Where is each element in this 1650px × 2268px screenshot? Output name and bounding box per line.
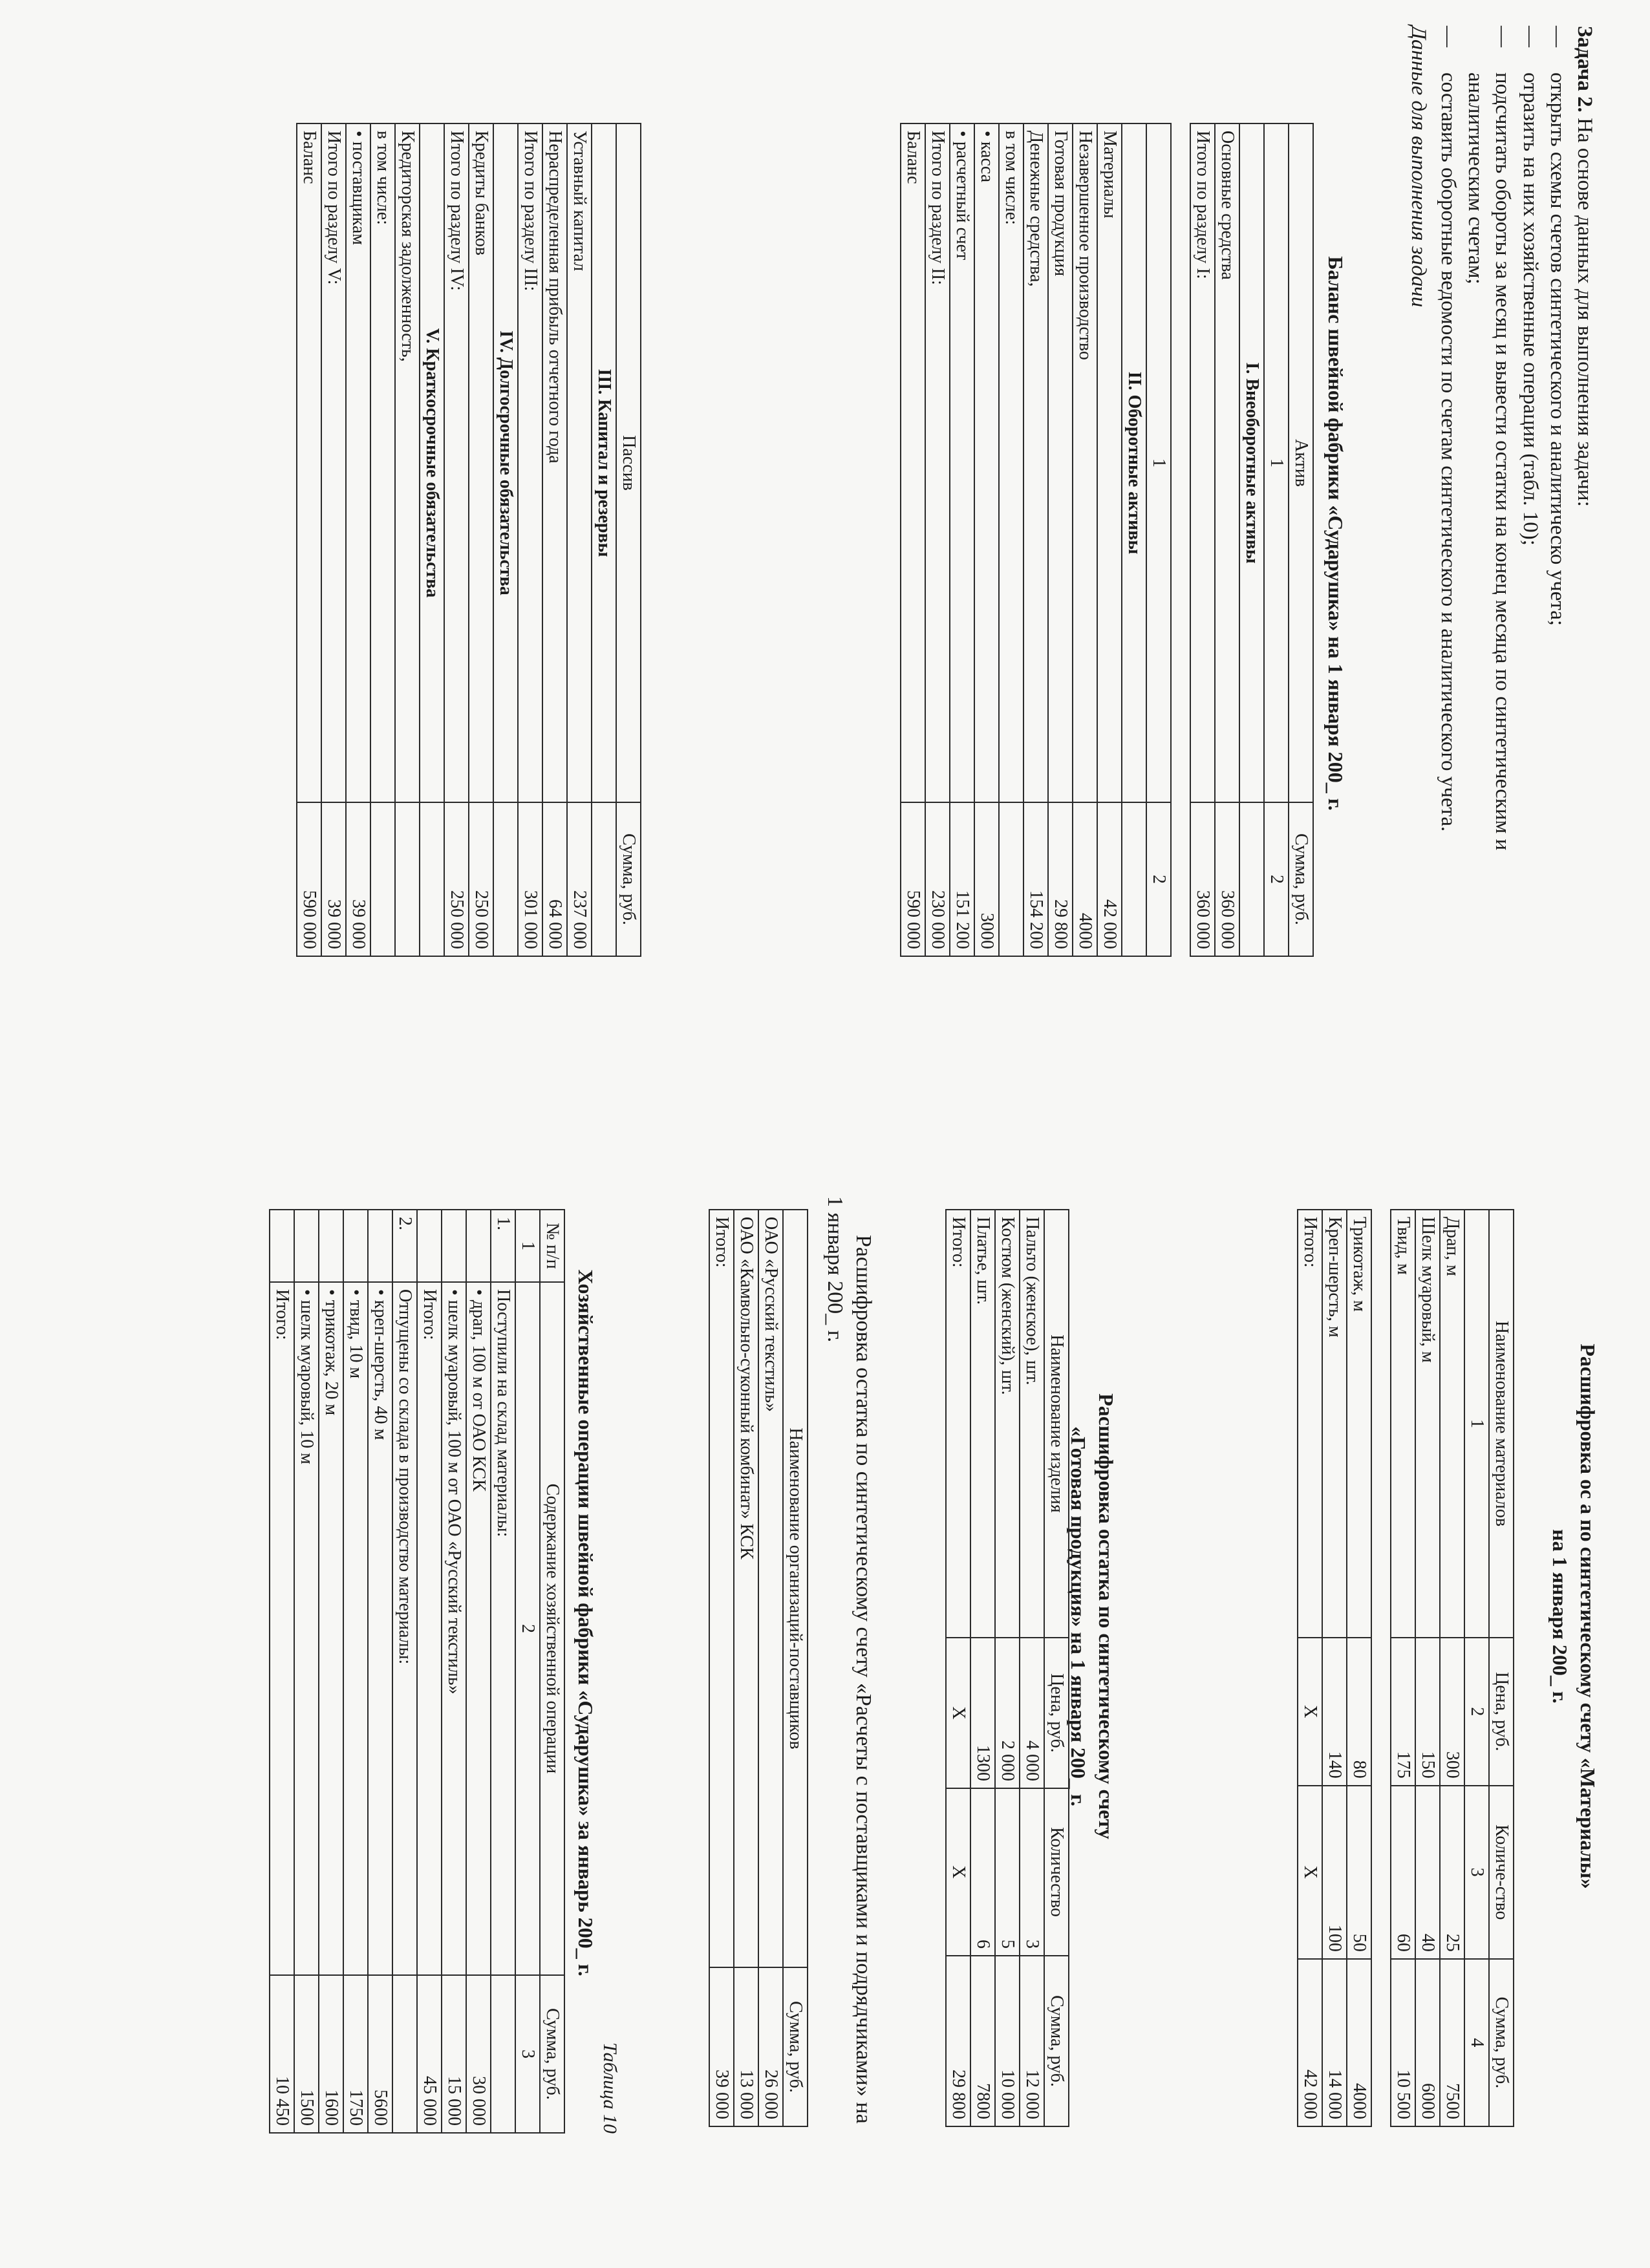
table-header-row — [1289, 123, 1313, 956]
table-row: Шелк муаровый, м 150 40 6000 — [1415, 1210, 1440, 2126]
left-column — [0, 26, 1650, 1034]
section-row: IV. Долгосрочные обязательства — [493, 123, 518, 956]
section-row: II. Оборотные активы — [1122, 123, 1146, 956]
table-row: Кредиты банков 250 000 — [469, 123, 493, 956]
table-row: Итого по разделу V: 39 000 — [321, 123, 346, 956]
table-header-row: Наименование организаций-поставщиков Сумма, руб. — [783, 1210, 808, 2126]
table-row: • твид, 10 м 1750 — [343, 1210, 368, 2133]
task-list — [1435, 26, 1571, 983]
table-row: • касса 3000 — [974, 123, 999, 956]
task-item: — отразить на них хозяйственные операции (табл. 10); — [1518, 26, 1542, 546]
suppliers-caption: Расшифровка остатка по синтетическому счету «Расчеты с поставщиками и подрядчиками» на 1 января 200_ г. — [822, 1196, 875, 2124]
header-cell: Сумма, руб. — [1289, 802, 1313, 956]
header-cell: Пассив — [616, 123, 641, 802]
right-column — [0, 1112, 1650, 2205]
table-row: Трикотаж, м 80 50 4000 — [1347, 1210, 1371, 2126]
table-row: 2. Отпущены со склада в производство материалы: — [392, 1210, 417, 2133]
task-item: — открыть схемы счетов синтетического и аналитическо учета; — [1545, 26, 1569, 626]
table-row: Итого: Х Х 29 800 — [946, 1210, 970, 2126]
operations-table — [269, 1209, 565, 2134]
table-row: • расчетный счет 151 200 — [950, 123, 974, 956]
table-row: Баланс 590 000 — [297, 123, 321, 956]
table-row: Итого: 39 000 — [709, 1210, 734, 2126]
table-row: Незавершенное производство 4000 — [1073, 123, 1097, 956]
section-row: V. Краткосрочные обязательства — [420, 123, 444, 956]
table-10-label: Таблица 10 — [599, 2042, 621, 2134]
balance-caption: Баланс швейной фабрики «Сударушка» на 1 января 200_ г. — [1324, 256, 1347, 811]
table-row: ОАО «Камвольно-суконный комбинат» КСК 13 000 — [734, 1210, 758, 2126]
task-item: — составить оборотные ведомости по счетам синтетического и аналитического учета. — [1436, 26, 1460, 832]
table-row: • драп, 100 м от ОАО КСК 30 000 — [466, 1210, 491, 2133]
table-row: Итого: Х Х 42 000 — [1298, 1210, 1322, 2126]
table-row: • шелк муаровый, 10 м 1500 — [294, 1210, 319, 2133]
operations-caption: Хозяйственные операции швейной фабрики «Сударушка» за январь 200_ г. — [574, 1269, 597, 1976]
task-title: Задача 2. — [1573, 26, 1596, 112]
table-row: Пальто (женское), шт. 4 000 3 12 000 — [1020, 1210, 1044, 2126]
table-row: Итого: 10 450 — [270, 1210, 294, 2133]
table-row: Денежные средства, 154 200 — [1023, 123, 1048, 956]
table-row: Креп-шерсть, м 140 100 14 000 — [1322, 1210, 1347, 2126]
table-row: Твид, м 175 60 10 500 — [1391, 1210, 1415, 2126]
table-header-row: Наименование изделия Цена, руб. Количество Сумма, руб. — [1044, 1210, 1069, 2126]
task-item: — подсчитать обороты за месяц и вывести остатки на конец месяца по синтетическим и аналитическим счетам; — [1464, 26, 1515, 851]
table-row: Платье, шт. 1300 6 7800 — [970, 1210, 995, 2126]
task-intro: На основе данных для выполнения задачи: — [1573, 118, 1596, 507]
table-row: в том числе: — [370, 123, 395, 956]
materials-table — [1297, 1209, 1514, 2127]
materials-caption: Расшифровка ос а по синтетическому счету «Материалы» на 1 января 200_ г. — [1548, 1343, 1600, 1889]
table-row: Итого по разделу II: 230 000 — [925, 123, 950, 956]
table-row: 1. Поступили на склад материалы: — [491, 1210, 515, 2133]
table-row: ОАО «Русский текстиль» 26 000 — [758, 1210, 783, 2126]
table-row: Уставный капитал 237 000 — [567, 123, 592, 956]
table-row: Баланс 590 000 — [901, 123, 925, 956]
table-header-row: Наименование материалов Цена, руб. Количе-ство Сумма, руб. — [1489, 1210, 1514, 2126]
table-row: Кредиторская задолженность, — [395, 123, 420, 956]
table-row: Итого по разделу I: 360 000 — [1190, 123, 1215, 956]
table-row: • шелк муаровый, 100 м от ОАО «Русский текстиль» 15 000 — [442, 1210, 466, 2133]
finished-goods-caption: Расшифровка остатка по синтетическому счету «Готовая продукция» на 1 января 200_ г. — [1066, 1393, 1118, 1839]
data-note: Данные для выполнения задачи — [1406, 26, 1430, 308]
section-row: I. Внеоборотные активы — [1239, 123, 1264, 956]
table-row: Материалы 42 000 — [1097, 123, 1122, 956]
table-row: • поставщикам 39 000 — [346, 123, 370, 956]
header-cell: Актив — [1289, 123, 1313, 802]
finished-goods-table — [945, 1209, 1069, 2127]
suppliers-table — [709, 1209, 808, 2127]
table-row: 1 2 3 4 — [1464, 1210, 1489, 2126]
table-row: Нераспределенная прибыль отчетного года 64 000 — [542, 123, 567, 956]
table-row: • креп-шерсть, 40 м 5600 — [368, 1210, 392, 2133]
table-row: Основные средства 360 000 — [1215, 123, 1239, 956]
task-block — [1404, 26, 1598, 983]
table-header-row: № п/п Содержание хозяйственной операции Сумма, руб. — [540, 1210, 564, 2133]
liabilities-table — [296, 123, 641, 957]
table-row: 1 2 — [1264, 123, 1289, 956]
table-row: Костюм (женский), шт. 2 000 5 10 000 — [995, 1210, 1020, 2126]
table-row: Итого по разделу III: 301 000 — [518, 123, 542, 956]
table-row: Драп, м 300 25 7500 — [1440, 1210, 1464, 2126]
table-header-row — [616, 123, 641, 956]
assets-table — [900, 123, 1314, 957]
section-row: III. Капитал и резервы — [592, 123, 616, 956]
table-row: Готовая продукция 29 800 — [1048, 123, 1073, 956]
table-row: Итого: 45 000 — [417, 1210, 442, 2133]
table-row: 1 2 3 — [515, 1210, 540, 2133]
table-row: • трикотаж, 20 м 1600 — [319, 1210, 343, 2133]
table-row: в том числе: — [999, 123, 1023, 956]
table-row: Итого по разделу IV: 250 000 — [444, 123, 469, 956]
task-heading — [1571, 26, 1598, 983]
header-cell: Сумма, руб. — [616, 802, 641, 956]
table-row: 1 2 — [1146, 123, 1171, 956]
